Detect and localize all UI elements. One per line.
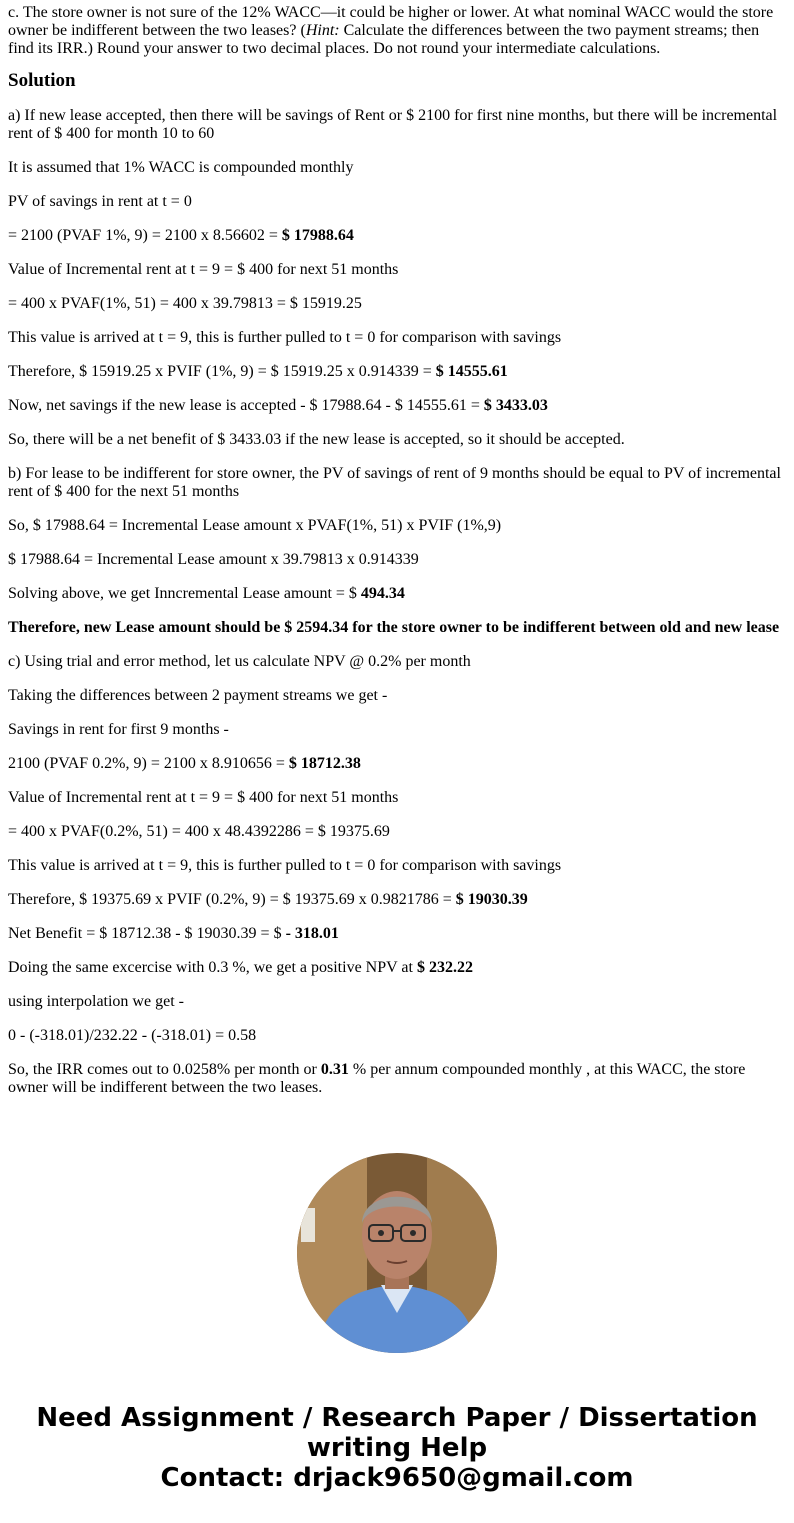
c8-text: Therefore, $ 19375.69 x PVIF (0.2%, 9) = $ 19375.69 x 0.9821786 = bbox=[8, 891, 456, 908]
c9-text: Net Benefit = $ 18712.38 - $ 19030.39 = $ bbox=[8, 925, 286, 942]
paragraph-c13 bbox=[8, 1061, 786, 1097]
a9-value: $ 3433.03 bbox=[483, 397, 548, 414]
paragraph-c7: This value is arrived at t = 9, this is further pulled to t = 0 for comparison with savings bbox=[8, 857, 562, 874]
paragraph-b1: b) For lease to be indifferent for store owner, the PV of savings of rent of 9 months should be equal to PV of incremental rent of $ 400 for the next 51 months bbox=[8, 465, 781, 500]
paragraph-c5: Value of Incremental rent at t = 9 = $ 400 for next 51 months bbox=[8, 789, 399, 806]
c10-text: Doing the same excercise with 0.3 %, we get a positive NPV at bbox=[8, 959, 417, 976]
a8-text: Therefore, $ 15919.25 x PVIF (1%, 9) = $ 15919.25 x 0.914339 = bbox=[8, 363, 436, 380]
a4-text: = 2100 (PVAF 1%, 9) = 2100 x 8.56602 = bbox=[8, 227, 282, 244]
solution-heading: Solution bbox=[8, 70, 76, 91]
c8-value: $ 19030.39 bbox=[455, 891, 528, 908]
promo-footer bbox=[0, 1403, 794, 1493]
c9-value: - 318.01 bbox=[285, 925, 339, 942]
paragraph-a8 bbox=[8, 363, 786, 381]
paragraph-a10: So, there will be a net benefit of $ 3433.03 if the new lease is accepted, so it should be accepted. bbox=[8, 431, 625, 448]
paragraph-b2: So, $ 17988.64 = Incremental Lease amount x PVAF(1%, 51) x PVIF (1%,9) bbox=[8, 517, 502, 534]
paragraph-c12: 0 - (-318.01)/232.22 - (-318.01) = 0.58 bbox=[8, 1027, 257, 1044]
b5-bold-text: Therefore, new Lease amount should be $ 2594.34 for the store owner to be indifferent between old and new lease bbox=[8, 619, 780, 636]
question-text bbox=[8, 4, 786, 58]
paragraph-b5 bbox=[8, 619, 786, 637]
paragraph-a2: It is assumed that 1% WACC is compounded monthly bbox=[8, 159, 354, 176]
solution-document bbox=[8, 4, 786, 1113]
c13-text: So, the IRR comes out to 0.0258% per month or bbox=[8, 1061, 321, 1078]
paragraph-b4 bbox=[8, 585, 786, 603]
c4-text: 2100 (PVAF 0.2%, 9) = 2100 x 8.910656 = bbox=[8, 755, 289, 772]
paragraph-c4 bbox=[8, 755, 786, 773]
hint-label: Hint: bbox=[305, 22, 340, 39]
promo-headline: Need Assignment / Research Paper / Dissertation writing Help bbox=[36, 1403, 758, 1463]
paragraph-b3: $ 17988.64 = Incremental Lease amount x 39.79813 x 0.914339 bbox=[8, 551, 419, 568]
paragraph-c6: = 400 x PVAF(0.2%, 51) = 400 x 48.4392286 = $ 19375.69 bbox=[8, 823, 390, 840]
question-part-2: Calculate the differences between the two payment streams; then find its IRR.) Round your answer to two decimal places. Do not round your intermediate calculations. bbox=[8, 22, 760, 57]
author-avatar bbox=[297, 1153, 497, 1353]
paragraph-a5: Value of Incremental rent at t = 9 = $ 400 for next 51 months bbox=[8, 261, 399, 278]
paragraph-c8 bbox=[8, 891, 786, 909]
paragraph-a1: a) If new lease accepted, then there will be savings of Rent or $ 2100 for first nine months, but there will be incremental rent of $ 400 for month 10 to 60 bbox=[8, 107, 778, 142]
paragraph-a9 bbox=[8, 397, 786, 415]
a8-value: $ 14555.61 bbox=[435, 363, 508, 380]
question-part-1: c. The store owner is not sure of the 12% WACC—it could be higher or lower. At what nominal WACC would the store owner be indifferent between the two leases? ( bbox=[8, 4, 774, 39]
c4-value: $ 18712.38 bbox=[288, 755, 361, 772]
paragraph-a6: = 400 x PVAF(1%, 51) = 400 x 39.79813 = $ 15919.25 bbox=[8, 295, 362, 312]
paragraph-c3: Savings in rent for first 9 months - bbox=[8, 721, 229, 738]
b4-value: 494.34 bbox=[360, 585, 405, 602]
a4-value: $ 17988.64 bbox=[281, 227, 354, 244]
paragraph-c2: Taking the differences between 2 payment streams we get - bbox=[8, 687, 388, 704]
a9-text: Now, net savings if the new lease is accepted - $ 17988.64 - $ 14555.61 = bbox=[8, 397, 484, 414]
paragraph-a4 bbox=[8, 227, 786, 245]
paragraph-c1: c) Using trial and error method, let us calculate NPV @ 0.2% per month bbox=[8, 653, 471, 670]
paragraph-a3: PV of savings in rent at t = 0 bbox=[8, 193, 192, 210]
contact-email: Contact: drjack9650@gmail.com bbox=[160, 1463, 634, 1493]
b4-text: Solving above, we get Inncremental Lease amount = $ bbox=[8, 585, 361, 602]
paragraph-c9 bbox=[8, 925, 786, 943]
c10-value: $ 232.22 bbox=[416, 959, 473, 976]
paragraph-c11: using interpolation we get - bbox=[8, 993, 184, 1010]
avatar-portrait bbox=[297, 1153, 497, 1353]
c13-text-end: % per annum compounded monthly , at this WACC, the store owner will be indifferent between the two leases. bbox=[8, 1061, 746, 1096]
paragraph-a7: This value is arrived at t = 9, this is further pulled to t = 0 for comparison with savings bbox=[8, 329, 562, 346]
paragraph-c10 bbox=[8, 959, 786, 977]
c13-value: 0.31 bbox=[320, 1061, 349, 1078]
